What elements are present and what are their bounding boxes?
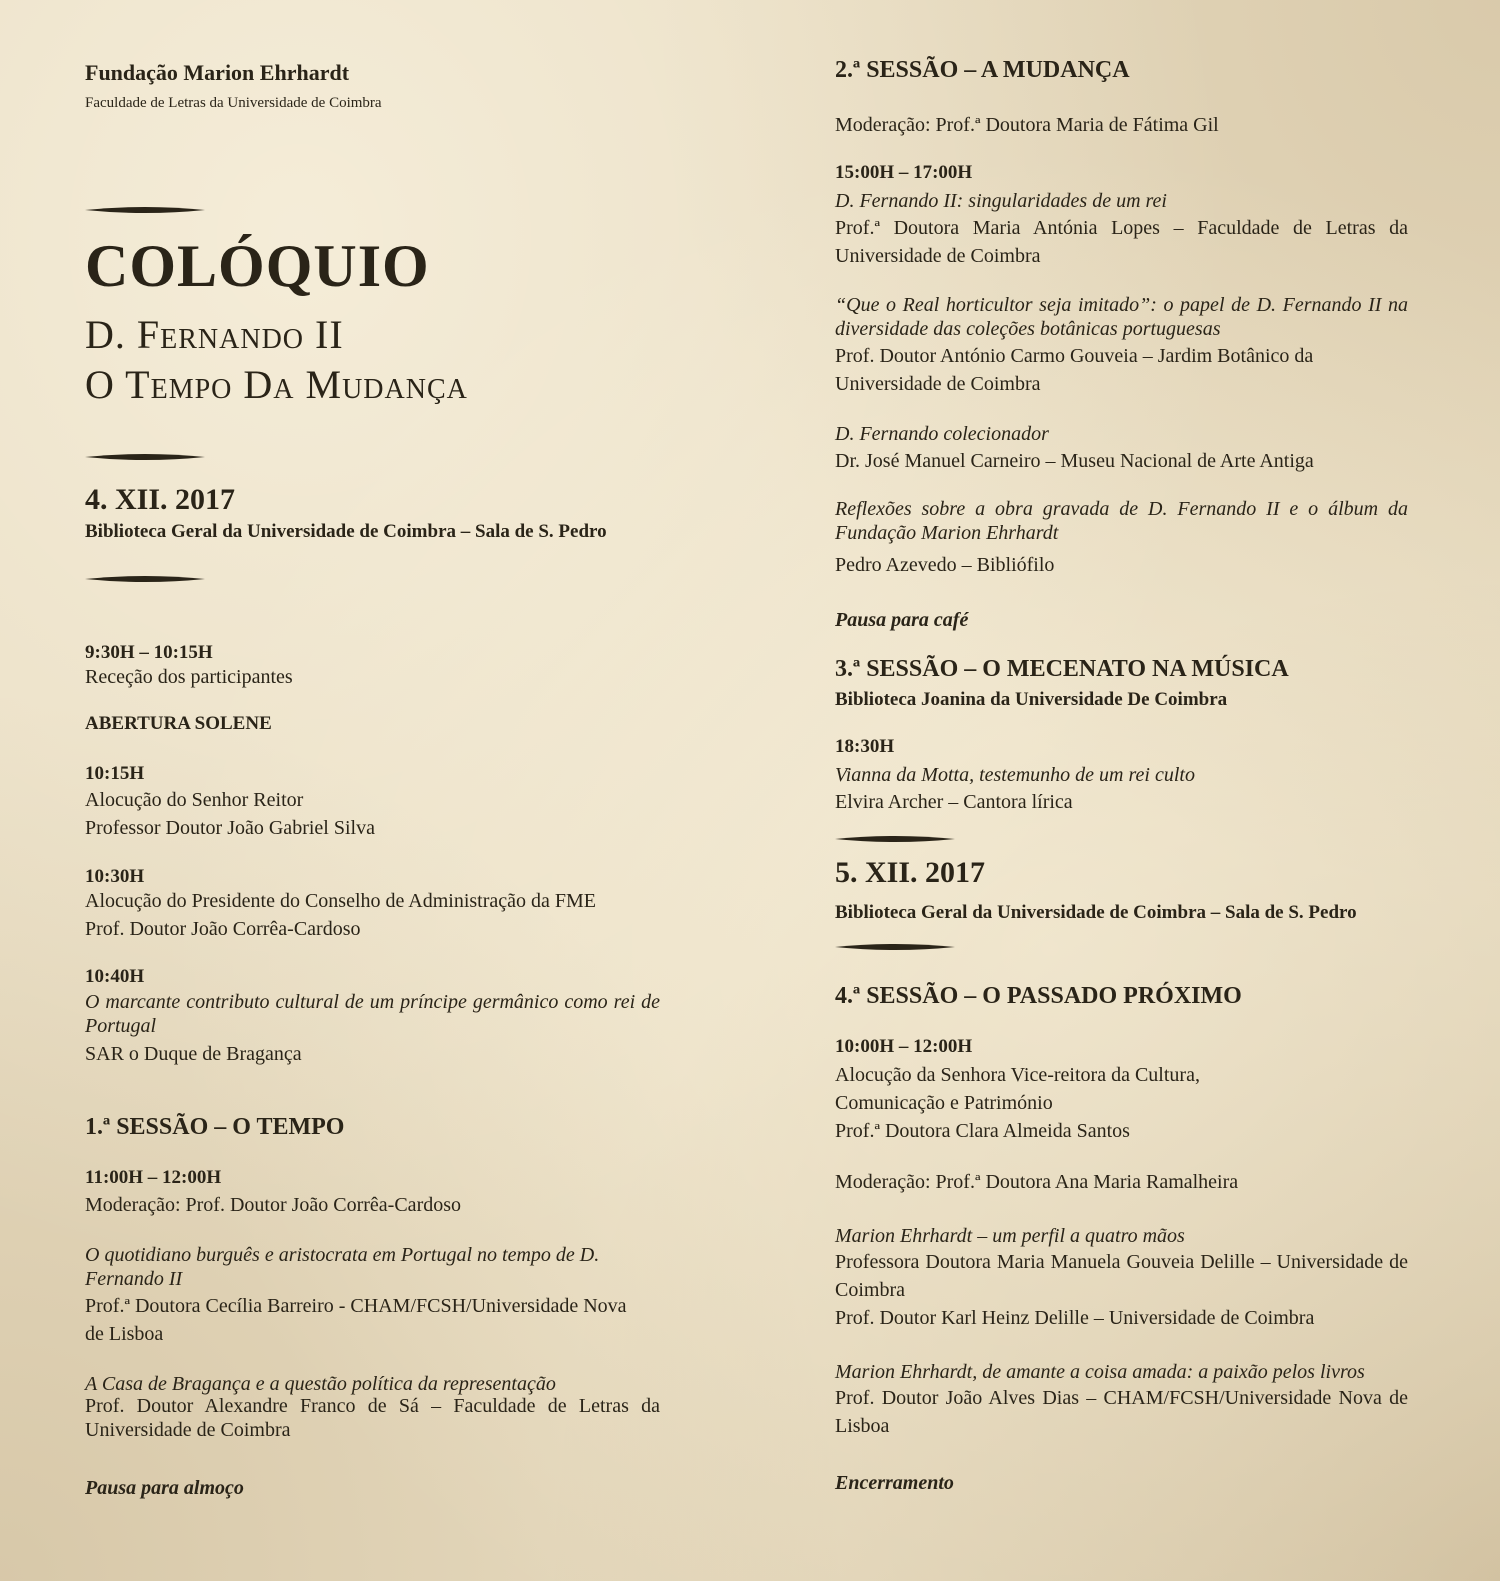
reception-time: 9:30H – 10:15H [85, 642, 213, 663]
talk-title: D. Fernando II: singularidades de um rei [835, 190, 1167, 212]
session-2-time: 15:00H – 17:00H [835, 162, 973, 183]
talk-speaker: Prof.ª Doutora Maria Antónia Lopes – Faculdade de Letras da Universidade de Coimbra [835, 217, 1408, 267]
talk-speaker: Prof.ª Doutora Cecília Barreiro - CHAM/FCSH/Universidade Nova de Lisboa [85, 1295, 627, 1345]
talk-speaker: Pedro Azevedo – Bibliófilo [835, 554, 1055, 576]
talk-title: Marion Ehrhardt – um perfil a quatro mãos [835, 1225, 1185, 1247]
day2-date: 5. XII. 2017 [835, 856, 986, 889]
ornament-divider [85, 574, 205, 584]
session-3-venue: Biblioteca Joanina da Universidade De Coimbra [835, 689, 1228, 710]
talk-speaker: Prof. Doutor António Carmo Gouveia – Jardim Botânico da Universidade de Coimbra [835, 345, 1314, 395]
talk-title: Vianna da Motta, testemunho de um rei culto [835, 764, 1195, 786]
talk-title: A Casa de Bragança e a questão política da representação [85, 1373, 556, 1395]
ornament-divider [85, 452, 205, 462]
time-1040: 10:40H [85, 966, 145, 987]
title-line-2: O Tempo Da Mudança [85, 362, 468, 407]
talk-speaker: Prof. Doutor João Alves Dias – CHAM/FCSH/Universidade Nova de Lisboa [835, 1387, 1408, 1437]
organization-name: Fundação Marion Ehrhardt [85, 60, 350, 85]
talk-speaker: SAR o Duque de Bragança [85, 1043, 302, 1065]
title-line-1: D. Fernando II [85, 312, 344, 357]
ornament-divider [85, 205, 205, 215]
closing: Encerramento [835, 1472, 954, 1494]
opening-heading: ABERTURA SOLENE [85, 713, 272, 734]
president-address: Alocução do Presidente do Conselho de Administração da FME [85, 890, 597, 912]
talk-title: O marcante contributo cultural de um príncipe germânico como rei de Portugal [85, 991, 660, 1037]
vice-rector-address: Alocução da Senhora Vice-reitora da Cultura, [835, 1064, 1200, 1086]
rector-address: Alocução do Senhor Reitor [85, 789, 304, 811]
vice-rector-portfolio: Comunicação e Património [835, 1092, 1053, 1114]
talk-title: Reflexões sobre a obra gravada de D. Fernando II e o álbum da Fundação Marion Ehrhardt [835, 498, 1408, 544]
talk-title: O quotidiano burguês e aristocrata em Portugal no tempo de D. Fernando II [85, 1244, 600, 1290]
time-1030: 10:30H [85, 866, 145, 887]
ornament-divider [835, 834, 955, 844]
president-name: Prof. Doutor João Corrêa-Cardoso [85, 918, 361, 940]
session-4-time: 10:00H – 12:00H [835, 1036, 973, 1057]
talk-title: Marion Ehrhardt, de amante a coisa amada: a paixão pelos livros [835, 1361, 1365, 1383]
rector-name: Professor Doutor João Gabriel Silva [85, 817, 375, 839]
session-1-time: 11:00H – 12:00H [85, 1167, 222, 1188]
talk-title: D. Fernando colecionador [835, 423, 1049, 445]
talk-speaker: Prof. Doutor Alexandre Franco de Sá – Faculdade de Letras da Universidade de Coimbra [85, 1395, 660, 1441]
session-1-moderation: Moderação: Prof. Doutor João Corrêa-Cardoso [85, 1194, 462, 1216]
time-1015: 10:15H [85, 763, 145, 784]
day1-venue: Biblioteca Geral da Universidade de Coimbra – Sala de S. Pedro [85, 521, 607, 542]
vice-rector-name: Prof.ª Doutora Clara Almeida Santos [835, 1120, 1130, 1142]
session-4-moderation: Moderação: Prof.ª Doutora Ana Maria Ramalheira [835, 1171, 1239, 1193]
session-4-heading: 4.ª SESSÃO – O PASSADO PRÓXIMO [835, 983, 1242, 1009]
lunch-break: Pausa para almoço [85, 1477, 244, 1499]
reception-text: Receção dos participantes [85, 666, 293, 688]
session-2-heading: 2.ª SESSÃO – A MUDANÇA [835, 57, 1130, 83]
session-3-heading: 3.ª SESSÃO – O MECENATO NA MÚSICA [835, 656, 1289, 682]
day1-date: 4. XII. 2017 [85, 483, 236, 516]
talk-speaker: Prof. Doutor Karl Heinz Delille – Universidade de Coimbra [835, 1307, 1315, 1329]
talk-speaker: Professora Doutora Maria Manuela Gouveia Delille – Universidade de Coimbra [835, 1251, 1408, 1301]
session-3-time: 18:30H [835, 736, 895, 757]
talk-title: “Que o Real horticultor seja imitado”: o papel de D. Fernando II na diversidade das coleções botânicas portuguesas [835, 294, 1408, 340]
day2-venue: Biblioteca Geral da Universidade de Coimbra – Sala de S. Pedro [835, 902, 1357, 923]
talk-speaker: Dr. José Manuel Carneiro – Museu Nacional de Arte Antiga [835, 450, 1314, 472]
ornament-divider [835, 942, 955, 952]
session-2-moderation: Moderação: Prof.ª Doutora Maria de Fátima Gil [835, 114, 1219, 136]
page-title: COLÓQUIO [85, 233, 430, 299]
talk-speaker: Elvira Archer – Cantora lírica [835, 791, 1073, 813]
coffee-break: Pausa para café [835, 609, 969, 631]
session-1-heading: 1.ª SESSÃO – O TEMPO [85, 1114, 345, 1140]
faculty-name: Faculdade de Letras da Universidade de Coimbra [85, 95, 382, 111]
